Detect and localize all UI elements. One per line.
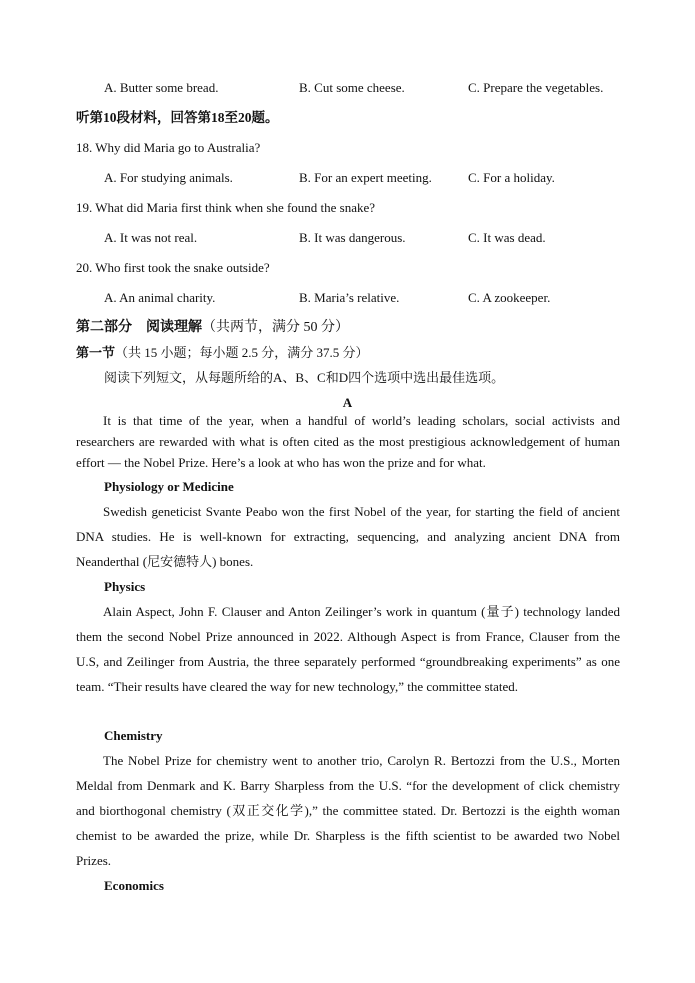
q17-option-a: A. Butter some bread.	[104, 80, 219, 95]
q17-option-c: C. Prepare the vegetables.	[468, 80, 604, 95]
part2-title: 第二部分 阅读理解	[76, 320, 202, 335]
question-18-stem: 18. Why did Maria go to Australia?	[76, 140, 261, 155]
paragraph-physiology	[76, 499, 620, 574]
heading-economics: Economics	[104, 878, 164, 893]
paragraph-physics-text: Alain Aspect, John F. Clauser and Anton Zeilinger’s work in quantum (量子) technology landed them the second Nobel Prize announced in 2022. Although Aspect is from France, Clauser from the U.S, and Zeilinger from Austria, the three separately performed “groundbreaking experiments” as one team. “Their results have cleared the way for new technology,” the committee stated.	[76, 604, 620, 694]
paragraph-chemistry	[76, 748, 620, 873]
passage-intro	[76, 410, 620, 473]
q20-option-a: A. An animal charity.	[104, 290, 216, 305]
q20-option-c: C. A zookeeper.	[468, 290, 551, 305]
passage-label: A	[342, 395, 353, 410]
heading-physics: Physics	[104, 579, 146, 594]
q19-option-a: A. It was not real.	[104, 230, 198, 245]
section1-heading	[76, 345, 369, 361]
section1-note: （共 15 小题；每小题 2.5 分，满分 37.5 分）	[115, 345, 369, 360]
paragraph-physiology-text: Swedish geneticist Svante Peabo won the first Nobel of the year, for starting the field of ancient DNA studies. He is well-known for extracting, sequencing, and analyzing ancient DNA from Neanderthal (尼安德特人) bones.	[76, 504, 620, 569]
paragraph-chemistry-text: The Nobel Prize for chemistry went to another trio, Carolyn R. Bertozzi from the U.S., Morten Meldal from Denmark and K. Barry Sharpless from the U.S. “for the development of click chemistry and biorthogonal chemistry (双正交化学),” the committee stated. Dr. Bertozzi is the eighth woman chemist to be awarded the prize, while Dr. Sharpless is the fifth scientist to be awarded two Nobel Prizes.	[76, 753, 620, 868]
q17-option-b: B. Cut some cheese.	[299, 80, 405, 95]
q20-option-b: B. Maria’s relative.	[299, 290, 400, 305]
q19-option-b: B. It was dangerous.	[299, 230, 406, 245]
heading-physiology: Physiology or Medicine	[104, 479, 234, 494]
question-19-stem: 19. What did Maria first think when she found the snake?	[76, 200, 376, 215]
q18-option-b: B. For an expert meeting.	[299, 170, 432, 185]
q18-option-c: C. For a holiday.	[468, 170, 555, 185]
paragraph-physics	[76, 599, 620, 699]
q18-option-a: A. For studying animals.	[104, 170, 233, 185]
heading-chemistry: Chemistry	[104, 728, 163, 743]
section10-header: 听第10段材料，回答第18至20题。	[76, 110, 279, 125]
question-20-stem: 20. Who first took the snake outside?	[76, 260, 270, 275]
section1-title: 第一节	[76, 345, 116, 360]
part2-note: （共两节，满分 50 分）	[202, 320, 349, 335]
passage-intro-text: It is that time of the year, when a handful of world’s leading scholars, social activists and researchers are rewarded with what is often cited as the most prestigious acknowledgement of human effort — the Nobel Prize. Here’s a look at who has won the prize and for what.	[76, 413, 620, 470]
q19-option-c: C. It was dead.	[468, 230, 546, 245]
part2-heading	[76, 320, 349, 336]
reading-instruction: 阅读下列短文，从每题所给的A、B、C和D四个选项中选出最佳选项。	[104, 370, 505, 385]
